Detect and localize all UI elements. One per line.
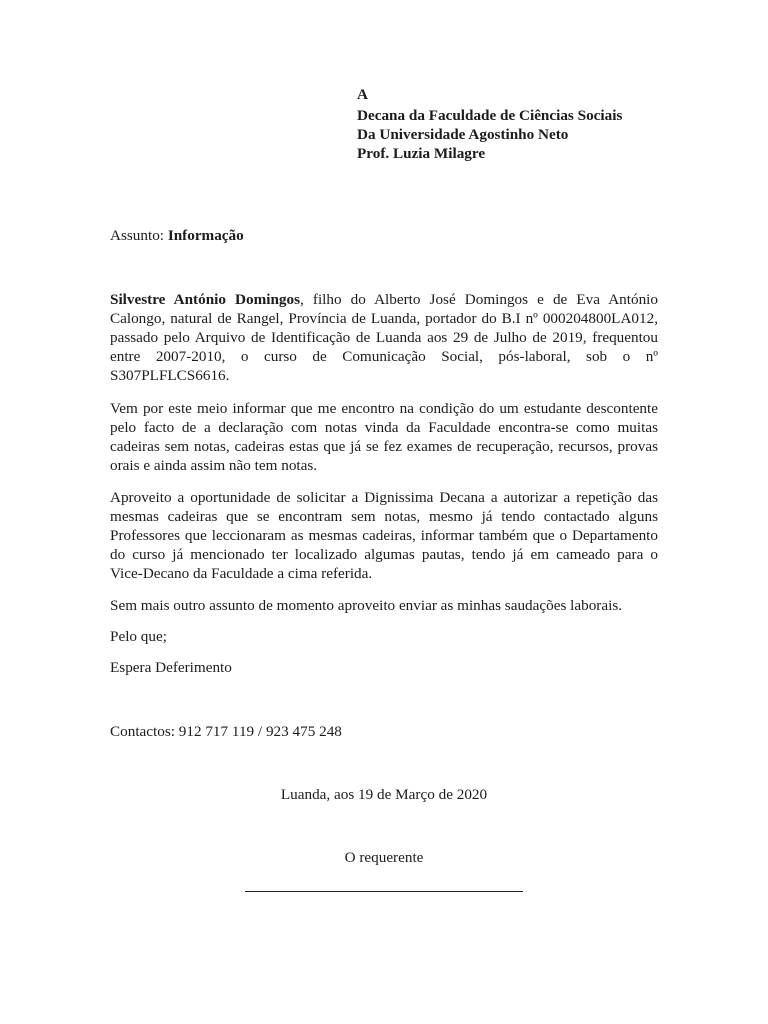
paragraph-line: Aproveito a oportunidade de solicitar a Dignissima Decana a autorizar a repetição das <box>110 489 658 506</box>
paragraph-line: Vice-Decano da Faculdade a cima referida. <box>110 565 373 582</box>
paragraph-line: mesmas cadeiras que se encontram sem notas, mesmo já tendo contactado alguns <box>110 508 658 525</box>
recipient-name: Prof. Luzia Milagre <box>357 145 486 162</box>
paragraph-complaint <box>110 399 658 475</box>
subject-label: Assunto: <box>110 227 165 244</box>
paragraph-line: entre 2007-2010, o curso de Comunicação Social, pós-laboral, sob o nº <box>110 348 658 365</box>
closing-sentence: Sem mais outro assunto de momento aproveito enviar as minhas saudações laborais. <box>110 597 623 614</box>
recipient-salutation: A <box>357 86 368 103</box>
place-date: Luanda, aos 19 de Março de 2020 <box>280 786 488 803</box>
recipient-institution: Da Universidade Agostinho Neto <box>357 126 569 143</box>
paragraph-line: S307PLFLCS6616. <box>110 367 230 384</box>
recipient-title: Decana da Faculdade de Ciências Sociais <box>357 107 623 124</box>
paragraph-line <box>110 290 658 309</box>
request-line: Espera Deferimento <box>110 659 232 676</box>
paragraph-request <box>110 488 658 583</box>
pelo-que-line: Pelo que; <box>110 628 167 645</box>
paragraph-line: do curso já mencionado ter localizado algumas pautas, tendo já em cameado para o <box>110 546 658 563</box>
signatory-label: O requerente <box>344 849 424 866</box>
subject-line <box>110 226 658 245</box>
signature-line <box>245 891 523 892</box>
requester-name: Silvestre António Domingos <box>110 291 301 308</box>
recipient-block <box>357 85 622 163</box>
paragraph-line: cadeiras sem notas, cadeiras estas que já se fez exames de recuperação, recursos, provas <box>110 438 658 455</box>
subject-value: Informação <box>167 227 244 244</box>
paragraph-line: Vem por este meio informar que me encontro na condição do um estudante descontente <box>110 400 658 417</box>
contacts-line: Contactos: 912 717 119 / 923 475 248 <box>110 723 342 740</box>
paragraph-line: pelo facto de a declaração com notas vinda da Faculdade encontra-se como muitas <box>110 419 658 436</box>
paragraph-line: Professores que leccionaram as mesmas cadeiras, informar também que o Departamento <box>110 527 658 544</box>
paragraph-line: orais e ainda assim não tem notas. <box>110 457 318 474</box>
paragraph-line-text: , filho do Alberto José Domingos e de Eva António <box>300 291 658 308</box>
paragraph-identification <box>110 290 658 385</box>
paragraph-line: Calongo, natural de Rangel, Província de Luanda, portador do B.I nº 000204800LA012, <box>110 310 658 327</box>
paragraph-line: passado pelo Arquivo de Identificação de Luanda aos 29 de Julho de 2019, frequentou <box>110 329 658 346</box>
